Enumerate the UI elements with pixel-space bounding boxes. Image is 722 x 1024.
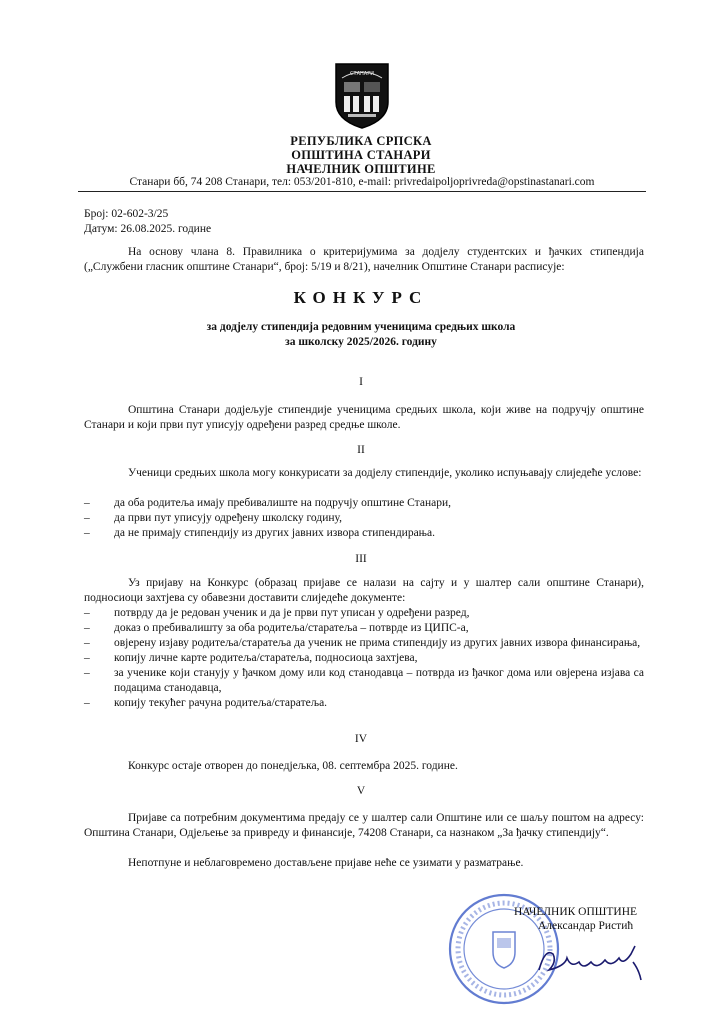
header-office: НАЧЕЛНИК ОПШТИНЕ [286,162,436,176]
municipality-crest-logo [334,62,390,130]
dash-bullet: – [84,697,90,709]
header-municipality: ОПШТИНА СТАНАРИ [291,148,431,162]
list-item-text: копију текућег рачуна родитеља/старатеља. [114,697,328,709]
list-item-text: да оба родитеља имају пребивалиште на подручју општине Станари, [114,497,451,509]
signatory-name: Александар Ристић [538,920,634,932]
list-item [84,696,644,711]
list-item [84,606,644,621]
section-2-text: Ученици средњих школа могу конкурисати за додјелу стипендије, уколико испуњавају слиједеће услове: [128,467,642,479]
list-item-text: да први пут уписују одређену школску годину, [114,512,342,524]
signatory-role: НАЧЕЛНИК ОПШТИНЕ [514,906,638,918]
dash-bullet: – [84,527,90,539]
contact-line: Станари бб, 74 208 Станари, тел: 053/201-810, e-mail: privredaipoljoprivreda@opstinastanari.com [78,176,646,192]
dash-bullet: – [84,607,90,619]
section-1-number: I [359,376,363,388]
dash-bullet: – [84,652,90,664]
section-5-number: V [356,785,366,797]
document-title: КОНКУРС [293,288,429,307]
subtitle-line-1: за додјелу стипендија редовним ученицима средњих школа [206,321,516,333]
list-item-text: за ученике који станују у ђачком дому или код станодавца – потврда из ђачког дома или овјерена изјава са подацима станодавца, [114,667,644,694]
section-5-note: Непотпуне и неблаговремено достављене пријаве неће се узимати у разматрање. [128,857,524,869]
crest-label: СТАНАРИ [350,71,374,77]
section-4-text: Конкурс остаје отворен до понедјељка, 08. септембра 2025. године. [128,760,458,772]
dash-bullet: – [84,637,90,649]
list-item-text: копију личне карте родитеља/старатеља, подносиоца захтјева, [114,652,418,664]
handwritten-signature [535,940,645,984]
header-republic: РЕПУБЛИКА СРПСКА [290,134,432,148]
list-item [84,636,644,651]
document-number: Број: 02-602-3/25 [84,208,169,220]
intro-paragraph: На основу члана 8. Правилника о критеријумима за додјелу студентских и ђачких стипендија („Службени гласник општине Станари“, број: 5/19 и 8/21), начелник Општине Станари расписује: [84,246,644,273]
section-1-text: Општина Станари додјељује стипендије ученицима средњих школа, који живе на подручју општине Станари и који први пут уписују одређени разред средње школе. [84,404,644,431]
list-item [84,511,644,526]
list-item [84,651,644,666]
list-item [84,621,644,636]
list-item-text: да не примају стипендију из других јавних извора стипендирања. [114,527,435,539]
dash-bullet: – [84,622,90,634]
section-5-text: Пријаве са потребним документима предају се у шалтер сали Општине или се шаљу поштом на адресу: Општина Станари, Одјељење за привреду и финансије, 74208 Станари, са назнаком „За ђачку стипендију“. [84,812,644,839]
section-2-list [84,496,644,541]
document-date: Датум: 26.08.2025. године [84,223,212,235]
list-item-text: доказ о пребивалишту за оба родитеља/старатеља – потврде из ЦИПС-а, [114,622,469,634]
dash-bullet: – [84,512,90,524]
list-item [84,496,644,511]
section-4-number: IV [354,733,368,745]
subtitle-line-2: за школску 2025/2026. годину [285,336,437,348]
section-3-number: III [355,553,367,565]
list-item-text: потврду да је редован ученик и да је први пут уписан у одређени разред, [114,607,470,619]
dash-bullet: – [84,667,90,679]
list-item [84,526,644,541]
dash-bullet: – [84,497,90,509]
list-item [84,666,644,696]
section-3-text: Уз пријаву на Конкурс (образац пријаве се налази на сајту и у шалтер сали општине Станари), подносиоци захтјева су обавезни доставити слиједеће документе: [84,577,644,604]
section-3-list [84,606,644,711]
list-item-text: овјерену изјаву родитеља/старатеља да ученик не прима стипендију из других јавних извора финансирања, [114,637,641,649]
section-2-number: II [357,444,365,456]
